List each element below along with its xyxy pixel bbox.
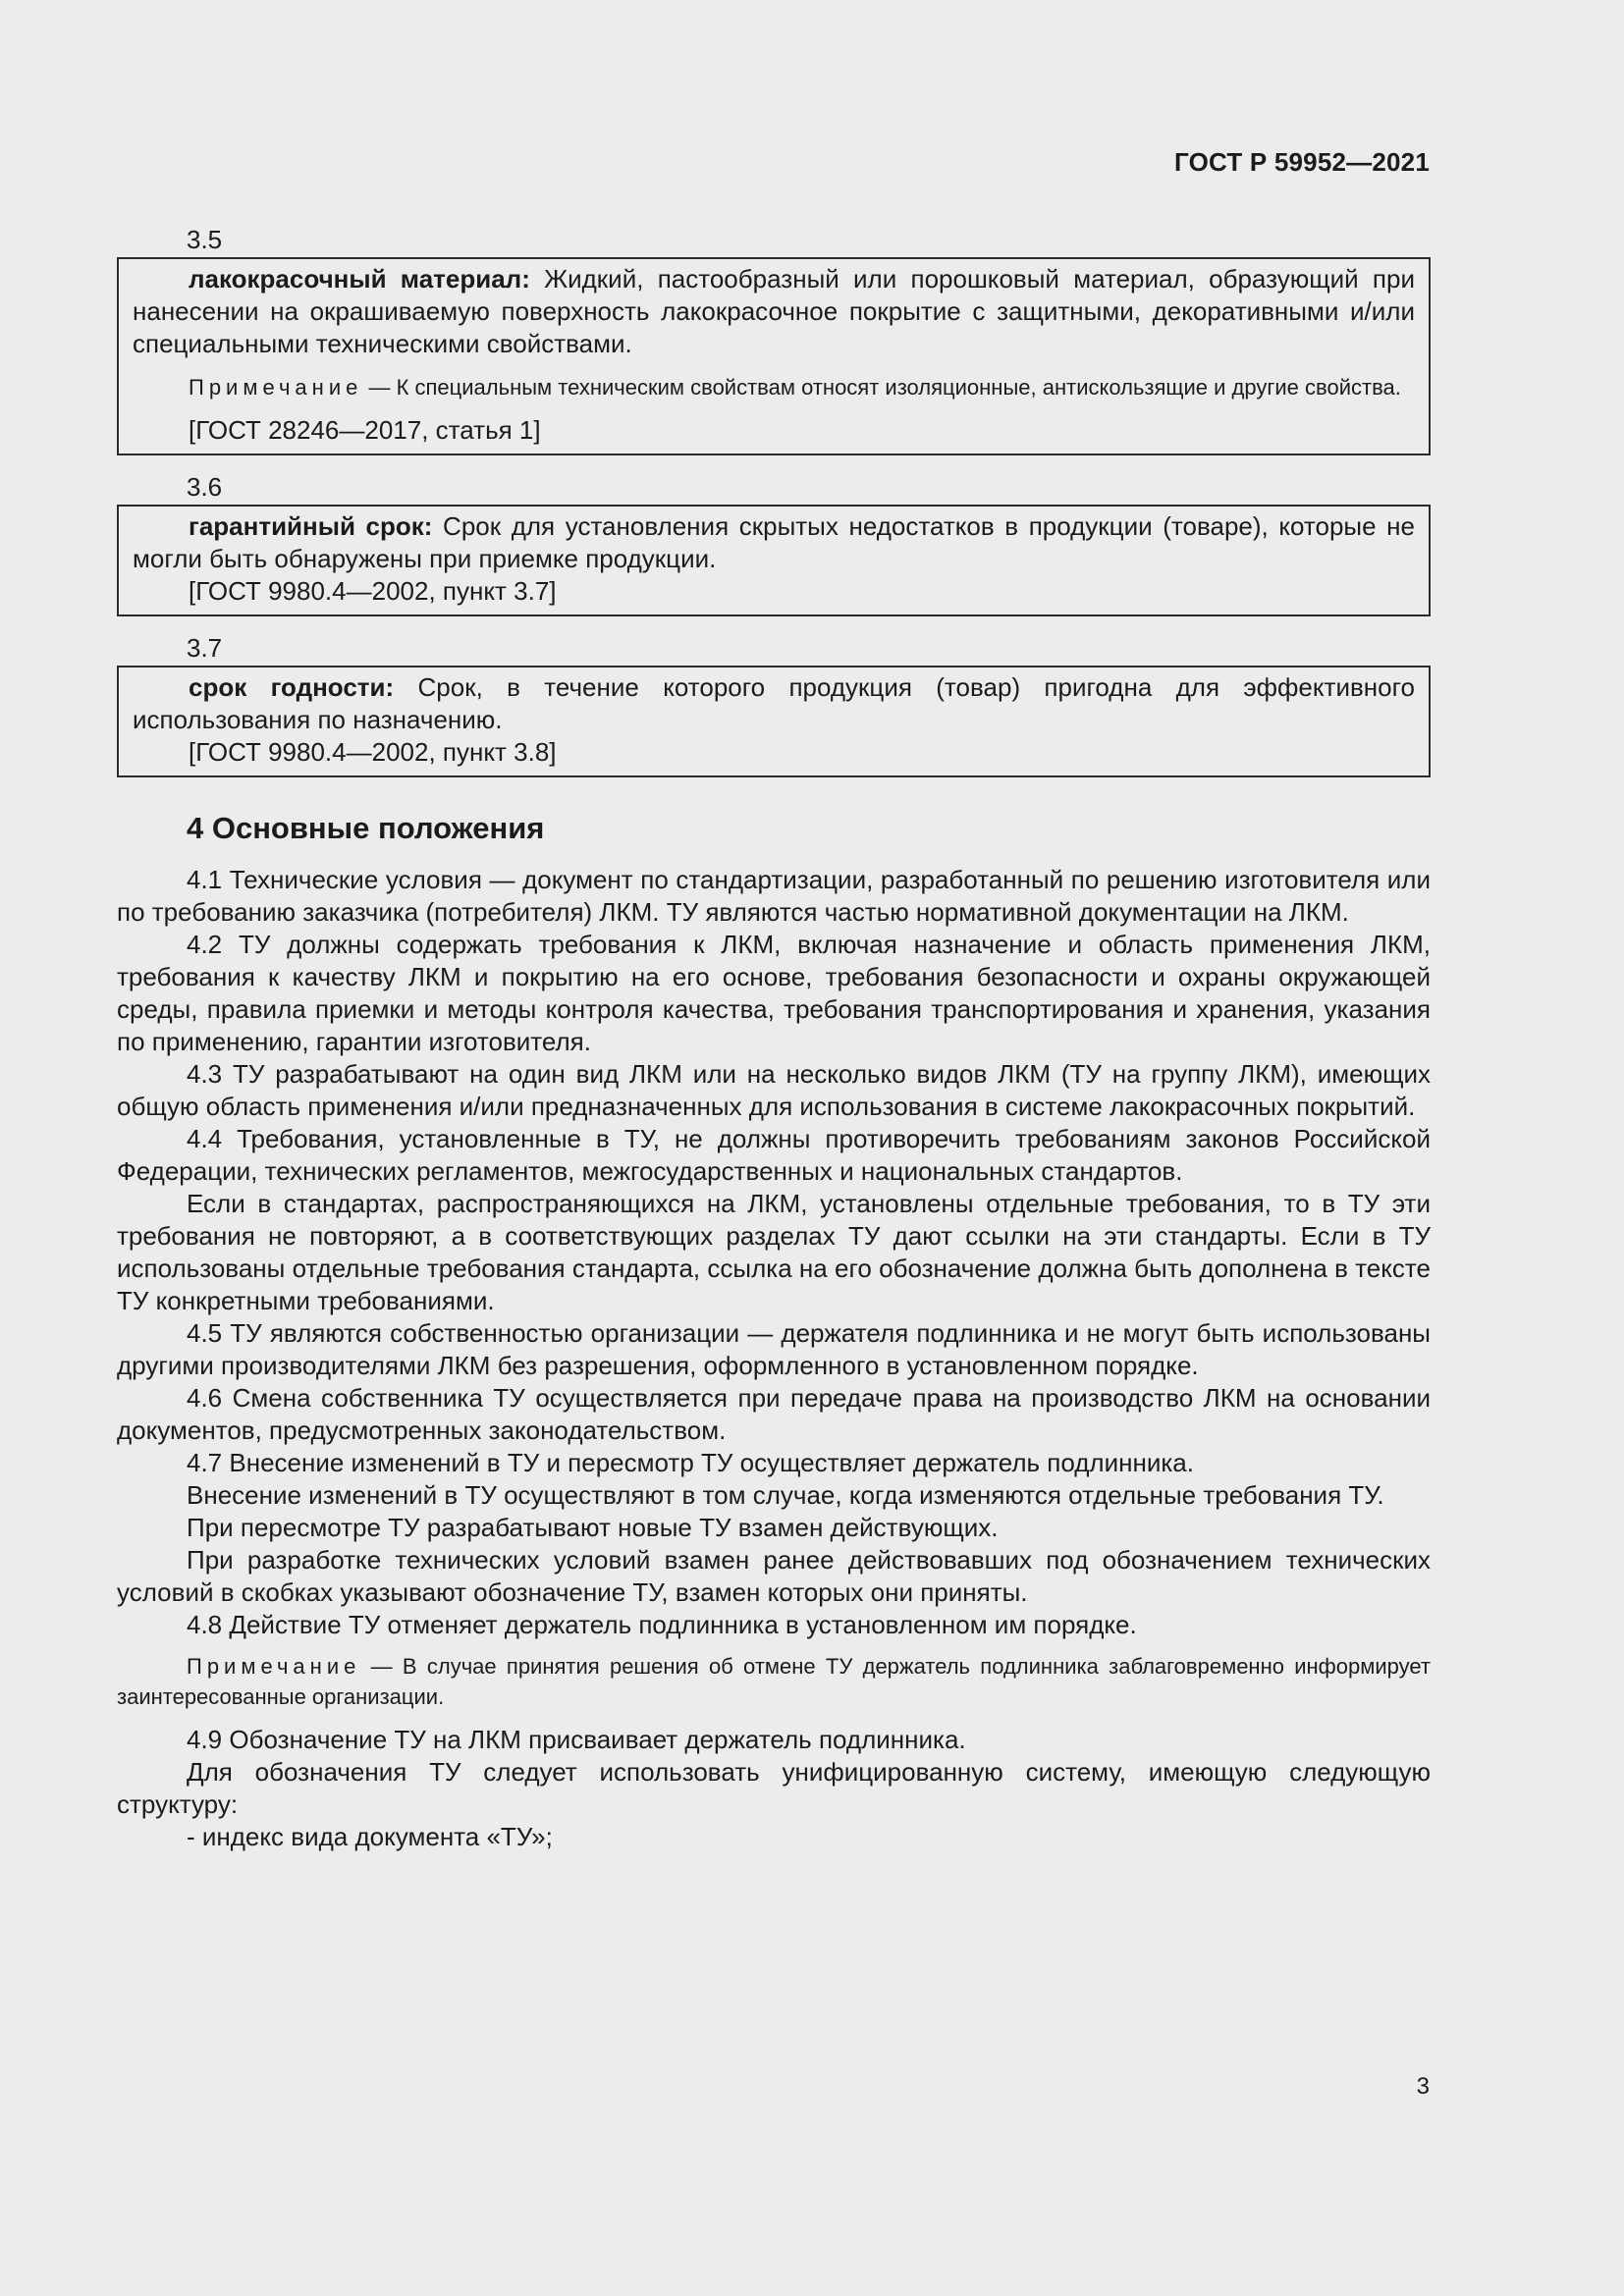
paragraph-4-6: 4.6 Смена собственника ТУ осуществляется при передаче права на производство ЛКМ на основании документов, предусмотренных законодательством. <box>117 1383 1431 1445</box>
section-note <box>117 1651 1431 1712</box>
definition-text: Жидкий, пастообразный или порошковый материал, образующий при нанесении на окрашиваемую поверхность лакокрасочное покрытие с защитными, декоративными и/или специальными техническими свойствами. <box>133 264 1415 358</box>
definition-text: Срок, в течение которого продукция (товар) пригодна для эффективного использования по назначению. <box>133 672 1415 734</box>
section-body <box>117 864 1431 1853</box>
term-box-3-7 <box>117 666 1431 777</box>
paragraph-4-8: 4.8 Действие ТУ отменяет держатель подлинника в установленном им порядке. <box>187 1610 1137 1639</box>
page-content <box>117 224 1431 1853</box>
paragraph-4-1: 4.1 Технические условия — документ по стандартизации, разработанный по решению изготовителя или по требованию заказчика (потребителя) ЛКМ. ТУ являются частью нормативной документации на ЛКМ. <box>117 865 1431 927</box>
term-definition <box>133 671 1415 736</box>
paragraph-4-4: 4.4 Требования, установленные в ТУ, не должны противоречить требованиям законов Российской Федерации, технических регламентов, межгосударственных и национальных стандартов. <box>117 1124 1431 1186</box>
term-box-3-6 <box>117 505 1431 616</box>
paragraph: Если в стандартах, распространяющихся на ЛКМ, установлены отдельные требования, то в ТУ эти требования не повторяют, а в соответствующих разделах ТУ дают ссылки на эти стандарты. Если в ТУ использованы отдельные требования стандарта, ссылка на его обозначение должна быть дополнена в тексте ТУ конкретными требованиями. <box>117 1189 1431 1315</box>
term-number: 3.6 <box>187 472 223 502</box>
term-source: [ГОСТ 9980.4—2002, пункт 3.7] <box>189 576 557 606</box>
page-number: 3 <box>1416 2073 1430 2100</box>
term-source: [ГОСТ 9980.4—2002, пункт 3.8] <box>189 737 557 767</box>
paragraph: Для обозначения ТУ следует использовать унифицированную систему, имеющую следующую структуру: <box>117 1757 1431 1819</box>
paragraph-4-3: 4.3 ТУ разрабатывают на один вид ЛКМ или на несколько видов ЛКМ (ТУ на группу ЛКМ), имеющих общую область применения и/или предназначенных для использования в системе лакокрасочных покрытий. <box>117 1059 1431 1121</box>
term-definition <box>133 510 1415 575</box>
term-box-3-5 <box>117 257 1431 455</box>
note-text: — В случае принятия решения об отмене ТУ держатель подлинника заблаговременно информирует заинтересованные организации. <box>117 1654 1431 1709</box>
note-label: Примечание <box>187 1654 361 1679</box>
paragraph-4-9: 4.9 Обозначение ТУ на ЛКМ присваивает держатель подлинника. <box>187 1725 966 1754</box>
paragraph-4-5: 4.5 ТУ являются собственностью организации — держателя подлинника и не могут быть использованы другими производителями ЛКМ без разрешения, оформленного в установленном порядке. <box>117 1318 1431 1380</box>
paragraph: При пересмотре ТУ разрабатывают новые ТУ взамен действующих. <box>187 1513 999 1542</box>
term-note <box>133 372 1415 402</box>
term-number: 3.7 <box>187 633 223 663</box>
section-title: 4 Основные положения <box>187 811 545 845</box>
definition-text: Срок для установления скрытых недостатков в продукции (товаре), которые не могли быть обнаружены при приемке продукции. <box>133 511 1416 573</box>
paragraph-4-7: 4.7 Внесение изменений в ТУ и пересмотр ТУ осуществляет держатель подлинника. <box>187 1448 1194 1477</box>
paragraph: При разработке технических условий взамен ранее действовавших под обозначением технических условий в скобках указывают обозначение ТУ, взамен которых они приняты. <box>117 1545 1431 1607</box>
term-name: лакокрасочный материал: <box>189 264 530 294</box>
term-number: 3.5 <box>187 225 223 254</box>
standard-designation: ГОСТ Р 59952—2021 <box>1174 147 1430 177</box>
term-definition <box>133 263 1415 360</box>
list-item: - индекс вида документа «ТУ»; <box>187 1822 553 1851</box>
paragraph: Внесение изменений в ТУ осуществляют в том случае, когда изменяются отдельные требования ТУ. <box>187 1480 1384 1510</box>
note-label: Примечание <box>189 375 363 400</box>
note-text: — К специальным техническим свойствам относят изоляционные, антискользящие и другие свойства. <box>362 375 1401 400</box>
term-name: срок годности: <box>189 672 395 702</box>
term-name: гарантийный срок: <box>189 511 433 541</box>
term-source: [ГОСТ 28246—2017, статья 1] <box>189 415 541 445</box>
paragraph-4-2: 4.2 ТУ должны содержать требования к ЛКМ, включая назначение и область применения ЛКМ, требования к качеству ЛКМ и покрытию на его основе, требования безопасности и охраны окружающей среды, правила приемки и методы контроля качества, требования транспортирования и хранения, указания по применению, гарантии изготовителя. <box>117 930 1431 1056</box>
